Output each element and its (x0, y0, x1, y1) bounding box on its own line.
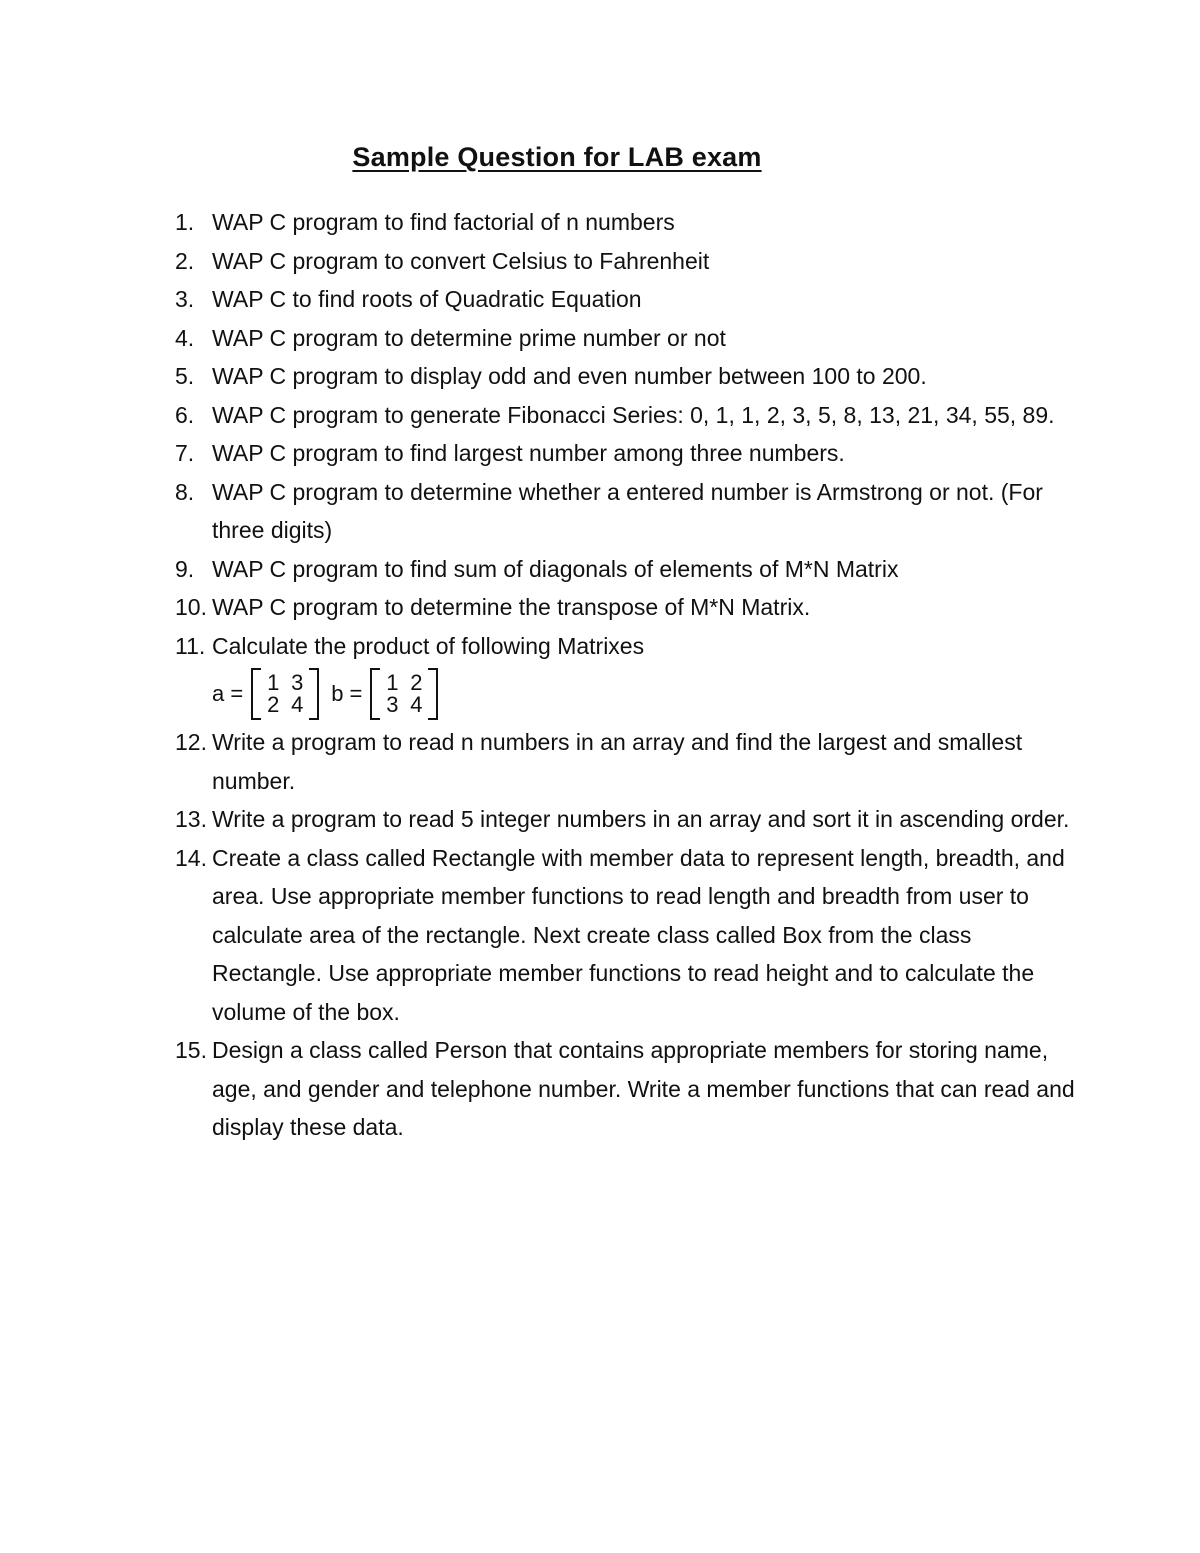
matrix-cell: 3 (386, 692, 399, 717)
matrix-a-label: a = (212, 681, 244, 706)
matrix-a (251, 668, 319, 720)
right-bracket (428, 668, 438, 720)
question-item (175, 203, 1075, 242)
question-list (175, 203, 1075, 1147)
question-number: 4. (175, 324, 195, 351)
left-bracket (251, 668, 261, 720)
matrix-b-label: b = (331, 681, 363, 706)
question-number: 6. (175, 401, 195, 428)
question-item (175, 319, 1075, 358)
question-number: 12. (175, 729, 207, 755)
question-number: 2. (175, 247, 195, 274)
matrix-cell: 2 (410, 670, 423, 695)
question-text: Design a class called Person that contains appropriate members for storing name, age, and gender and telephone number. Write a member functions that can read and display these data. (212, 1037, 1075, 1140)
question-text: WAP C program to generate Fibonacci Series: 0, 1, 1, 2, 3, 5, 8, 13, 21, 34, 55, 89. (212, 401, 1055, 428)
question-number: 9. (175, 555, 195, 582)
question-number: 15. (175, 1037, 207, 1063)
right-bracket (309, 668, 319, 720)
matrix-b-grid (380, 672, 428, 716)
page-title (0, 142, 1200, 173)
question-number: 7. (175, 440, 195, 466)
question-number: 11. (175, 632, 206, 659)
question-text: Write a program to read 5 integer numbers in an array and sort it in ascending order. (212, 806, 1070, 832)
question-item (175, 473, 1075, 550)
matrix-cell: 4 (410, 692, 423, 717)
question-number: 5. (175, 363, 195, 389)
question-text: Create a class called Rectangle with member data to represent length, breadth, and area. Use appropriate member functions to read length and breadth from user to calculate area of the rectangle. Next create class called Box from the class Rectangle. Use appropriate member functions to read height and to calculate the volume of the box. (212, 844, 1065, 1025)
question-item (175, 280, 1075, 319)
question-number: 14. (175, 844, 207, 871)
question-text: WAP C program to find largest number among three numbers. (212, 440, 845, 466)
question-item (175, 1031, 1075, 1147)
question-item (175, 550, 1075, 589)
question-text: WAP C program to convert Celsius to Fahrenheit (212, 247, 710, 274)
matrix-a-grid (261, 672, 309, 716)
question-text: WAP C program to find factorial of n numbers (212, 209, 675, 235)
question-item (175, 723, 1075, 800)
page-title-text: Sample Question for LAB exam (352, 142, 762, 172)
question-number: 13. (175, 806, 207, 832)
matrix-cell: 4 (291, 692, 304, 717)
question-text: WAP C program to determine prime number or not (212, 324, 726, 351)
question-item (175, 627, 1075, 666)
question-text: WAP C program to find sum of diagonals of elements of M*N Matrix (212, 555, 899, 582)
question-text: Write a program to read n numbers in an array and find the largest and smallest number. (212, 729, 1023, 794)
matrix-cell: 2 (267, 692, 280, 717)
question-number: 3. (175, 286, 195, 312)
question-text: Calculate the product of following Matrixes (212, 632, 645, 659)
question-text: WAP C program to determine whether a entered number is Armstrong or not. (For three digits) (212, 478, 1043, 543)
question-item (175, 800, 1075, 839)
left-bracket (370, 668, 380, 720)
question-item (175, 588, 1075, 627)
matrix-cell: 3 (291, 670, 304, 695)
question-number: 1. (175, 209, 195, 235)
question-item (175, 357, 1075, 396)
question-number: 10. (175, 594, 207, 620)
matrix-b (370, 668, 438, 720)
question-text: WAP C to find roots of Quadratic Equation (212, 286, 642, 312)
question-text: WAP C program to determine the transpose of M*N Matrix. (212, 594, 811, 620)
question-item (175, 396, 1075, 435)
question-item (175, 434, 1075, 473)
matrix-cell: 1 (267, 670, 280, 695)
question-text: WAP C program to display odd and even number between 100 to 200. (212, 363, 927, 389)
matrix-cell: 1 (386, 670, 399, 695)
matrix-row (175, 665, 1075, 723)
question-item (175, 242, 1075, 281)
question-number: 8. (175, 478, 195, 505)
question-item (175, 839, 1075, 1032)
